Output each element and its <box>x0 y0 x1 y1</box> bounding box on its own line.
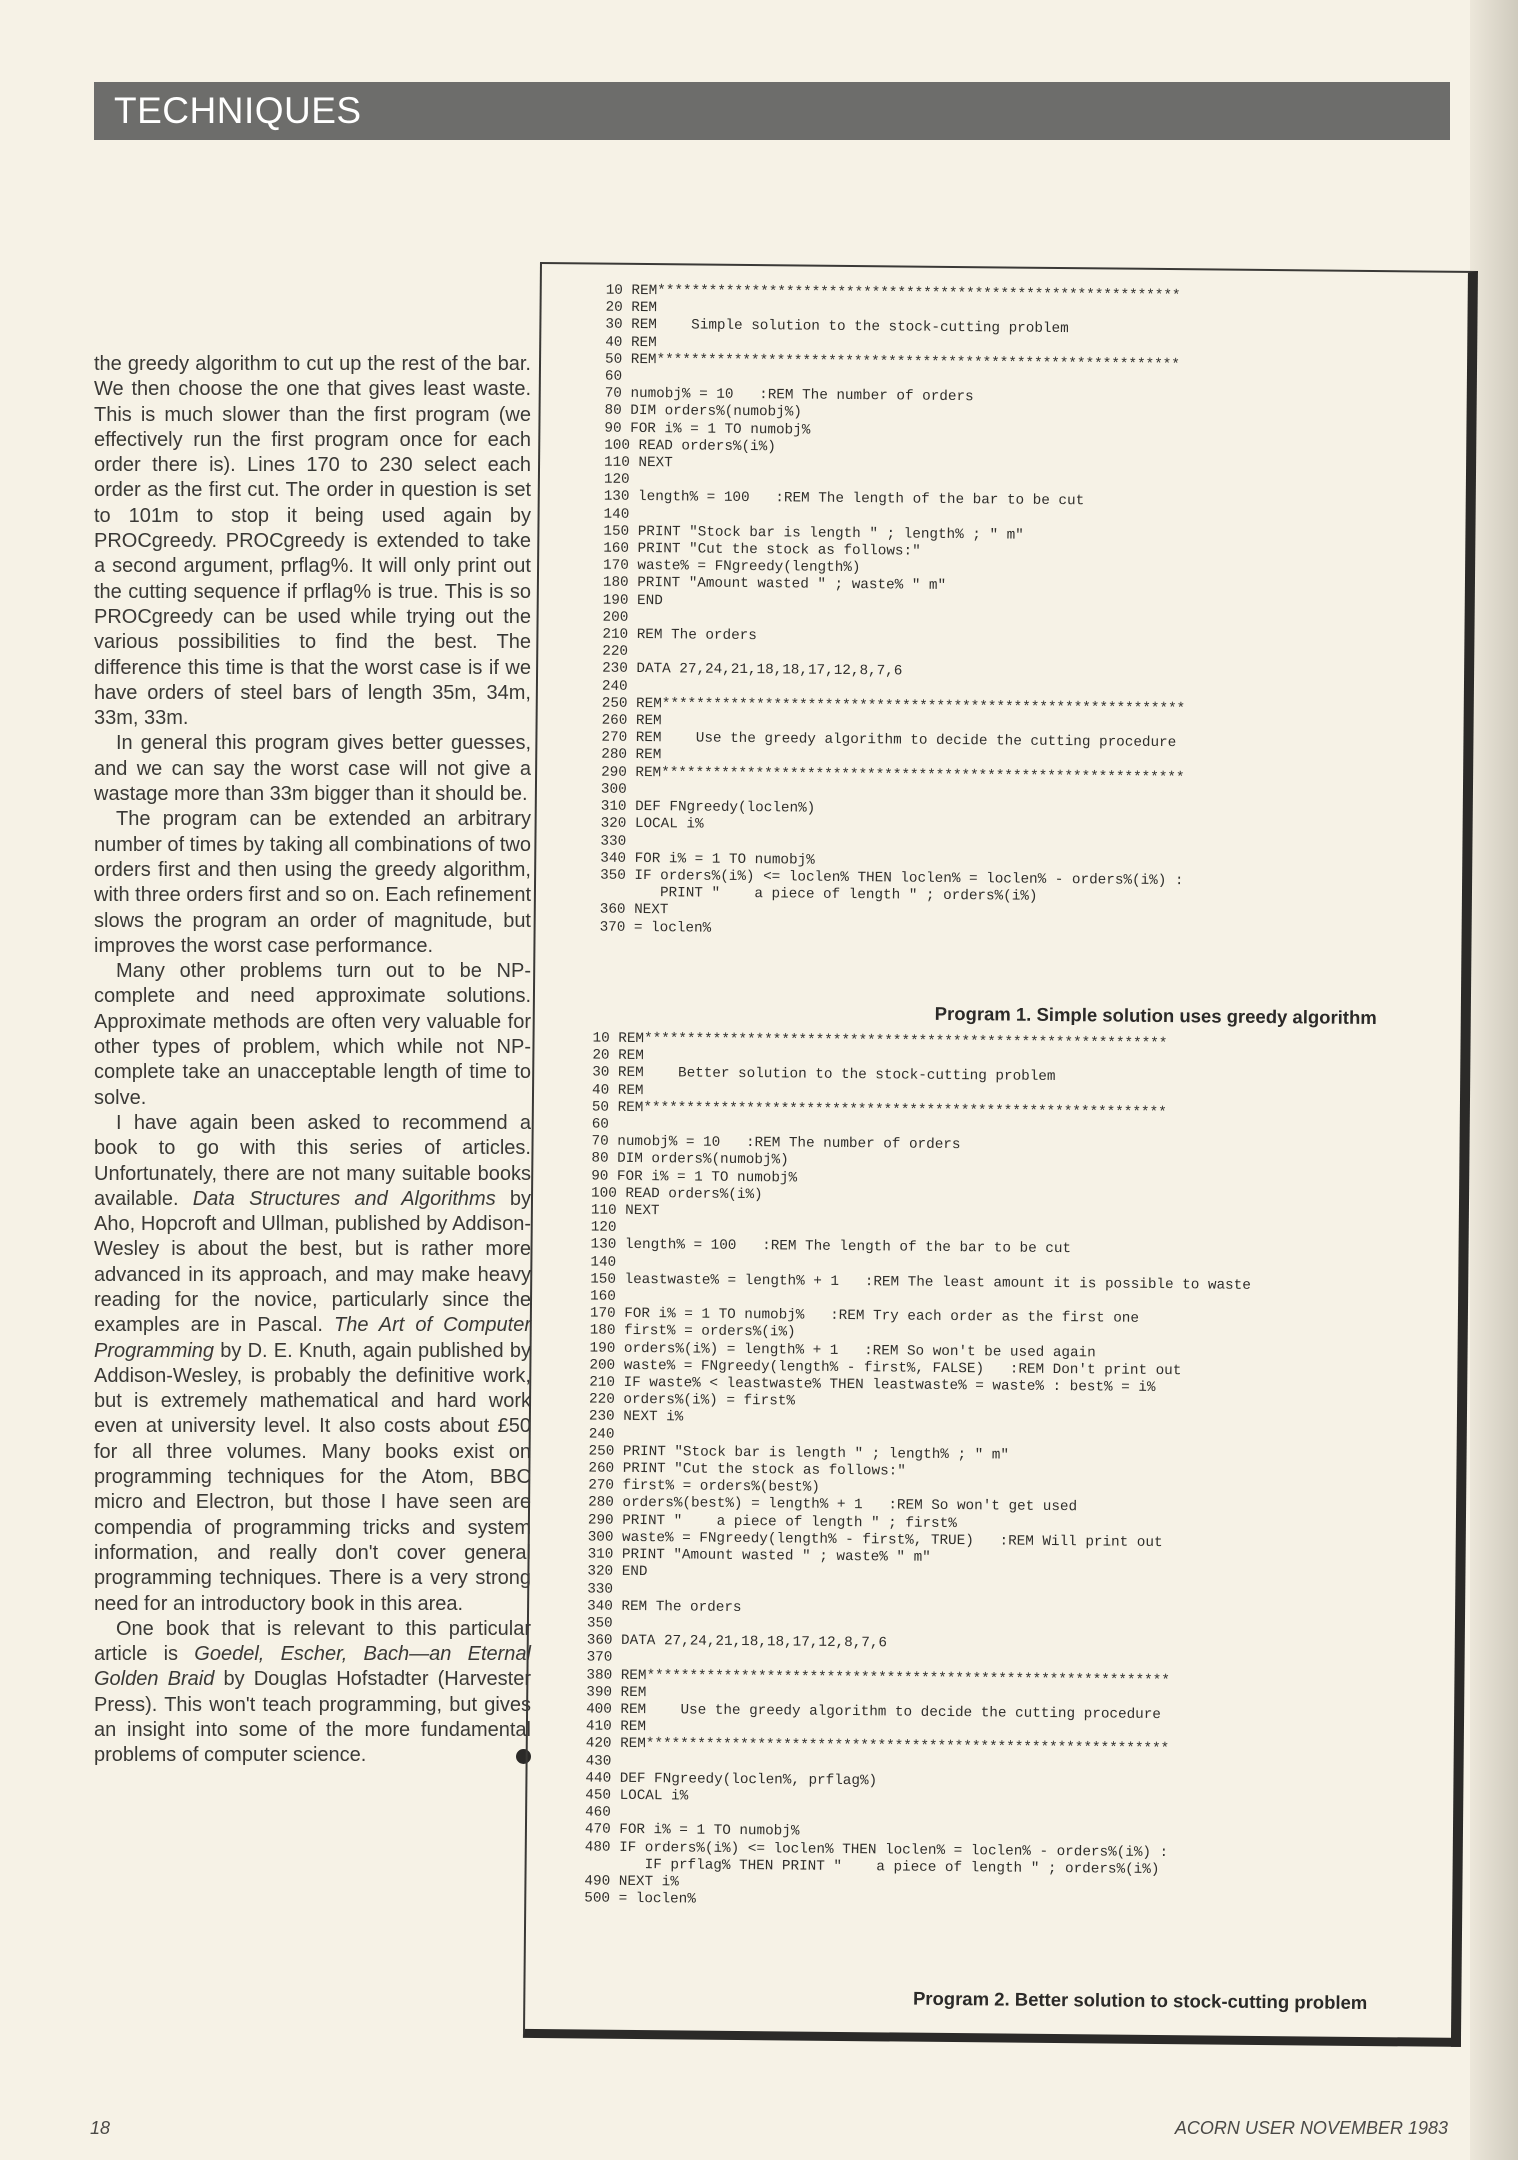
program2-caption: Program 2. Better solution to stock-cutting problem <box>912 1987 1368 2014</box>
article-paragraph: The program can be extended an arbitrary number of times by taking all combinations of two orders first and then using the greedy algorithm, with three orders first and so on. Each refinement slows the program an order of magnitude, but improves the worst case performance. <box>94 808 531 957</box>
book-recommendation-paragraph <box>94 1111 531 1617</box>
program1-caption: Program 1. Simple solution uses greedy algorithm <box>934 1002 1377 1029</box>
final-paragraph <box>94 1617 531 1769</box>
book-knuth-text: by D. E. Knuth, again published by Addison-Wesley, is probably the definitive work, but is extremely mathematical and hard work even at university level. It also costs about £50 for all three volumes. Many books exist on programming techniques for the Atom, BBC micro and Electron, but those I have seen are compendia of programming tricks and system information, and really don't cover general programming techniques. There is a very strong need for an introductory book in this area. <box>94 1339 531 1615</box>
article-column <box>94 352 531 1769</box>
section-title: TECHNIQUES <box>114 90 362 131</box>
article-paragraph: Many other problems turn out to be NP-complete and need approximate solutions. Approximate methods are often very valuable for other types of problem, which while not NP-complete take an unacceptable length of time to solve. <box>94 960 531 1109</box>
book-title-knuth: The Art of Computer Programming <box>94 1314 531 1362</box>
final-intro-text: One book that is relevant to this particular article is <box>94 1617 531 1666</box>
program-listings-box <box>523 262 1478 2047</box>
book-title-hofstadter: Goedel, Escher, Bach—an Eternal Golden Braid <box>94 1643 531 1691</box>
page-number: 18 <box>90 2118 111 2138</box>
book-title-aho: Data Structures and Algorithms <box>192 1187 496 1210</box>
program1-code: 10 REM************************************************************* 20 REM 30 REM Simple solution to the stock-cutting problem 40 REM 50 REM************************************************************* 60 70 numobj% = 10 :REM The number of orders 80 DIM orders%(numobj%) 90 FOR i% = 1 TO numobj% 100 READ orders%(i%) 110 NEXT 120 130 length% = 100 :REM The length of the bar to be cut 140 150 PRINT "Stock bar is length " ; length% ; " m" 160 PRINT "Cut the stock as follows:" 170 waste% = FNgreedy(length%) 180 PRINT "Amount wasted " ; waste% " m" 190 END 200 210 REM The orders 220 230 DATA 27,24,21,18,18,17,12,8,7,6 240 250 REM************************************************************* 260 REM 270 REM Use the greedy algorithm to decide the cutting procedure 280 REM 290 REM************************************************************* 300 310 DEF FNgreedy(loclen%) 320 LOCAL i% 330 340 FOR i% = 1 TO numobj% 350 IF orders%(i%) <= loclen% THEN loclen% = loclen% - orders%(i%) : PRINT " a piece of length " ; orders%(i%) 360 NEXT 370 = loclen% <box>599 282 1186 937</box>
program2-code: 10 REM************************************************************* 20 REM 30 REM Better solution to the stock-cutting problem 40 REM 50 REM************************************************************* 60 70 numobj% = 10 :REM The number of orders 80 DIM orders%(numobj%) 90 FOR i% = 1 TO numobj% 100 READ orders%(i%) 110 NEXT 120 130 length% = 100 :REM The length of the bar to be cut 140 150 leastwaste% = length% + 1 :REM The least amount it is possible to waste 160 170 FOR i% = 1 TO numobj% :REM Try each order as the first one 180 first% = orders%(i%) 190 orders%(i%) = length% + 1 :REM So won't be used again 200 waste% = FNgreedy(length% - first%, FALSE) :REM Don't print out 210 IF waste% < leastwaste% THEN leastwaste% = waste% : best% = i% 220 orders%(i%) = first% 230 NEXT i% 240 250 PRINT "Stock bar is length " ; length% ; " m" 260 PRINT "Cut the stock as follows:" 270 first% = orders%(best%) 280 orders%(best%) = length% + 1 :REM So won't get used 290 PRINT " a piece of length " ; first% 300 waste% = FNgreedy(length% - first%, TRUE) :REM Will print out 310 PRINT "Amount wasted " ; waste% " m" 320 END 330 340 REM The orders 350 360 DATA 27,24,21,18,18,17,12,8,7,6 370 380 REM************************************************************* 390 REM 400 REM Use the greedy algorithm to decide the cutting procedure 410 REM 420 REM************************************************************* 430 440 DEF FNgreedy(loclen%, prflag%) 450 LOCAL i% 460 470 FOR i% = 1 TO numobj% 480 IF orders%(i%) <= loclen% THEN loclen% = loclen% - orders%(i%) : IF prflag% THEN PRINT " a piece of length " ; orders%(i%) 490 NEXT i% 500 = loclen% <box>584 1030 1251 1908</box>
article-paragraph: In general this program gives better guesses, and we can say the worst case will not give a wastage more than 33m bigger than it should be. <box>94 732 531 806</box>
publication-footer: ACORN USER NOVEMBER 1983 <box>1174 2118 1448 2138</box>
section-header <box>94 82 1450 140</box>
book-intro-text: I have again been asked to recommend a book to go with this series of articles. Unfortunately, there are not many suitable books available. <box>94 1111 531 1210</box>
article-paragraph: the greedy algorithm to cut up the rest of the bar. We then choose the one that gives least waste. This is much slower than the first program (we effectively run the first program once for each order there is). Lines 170 to 230 select each order as the first cut. The order in question is set to 101m to stop it being used again by PROCgreedy. PROCgreedy is extended to take a second argument, prflag%. It will only print out the cutting sequence if prflag% is true. This is so PROCgreedy can be used while trying out the various possibilities to find the best. The difference this time is that the worst case is if we have orders of steel bars of length 35m, 34m, 33m, 33m. <box>94 353 531 730</box>
book-aho-text: by Aho, Hopcroft and Ullman, published by Addison-Wesley is about the best, but is rather more advanced in its approach, and may make heavy reading for the novice, particularly since the examples are in Pascal. <box>94 1187 531 1337</box>
final-rest-text: by Douglas Hofstadter (Harvester Press). This won't teach programming, but gives an insight into some of the more fundamental problems of computer science. <box>94 1668 531 1767</box>
